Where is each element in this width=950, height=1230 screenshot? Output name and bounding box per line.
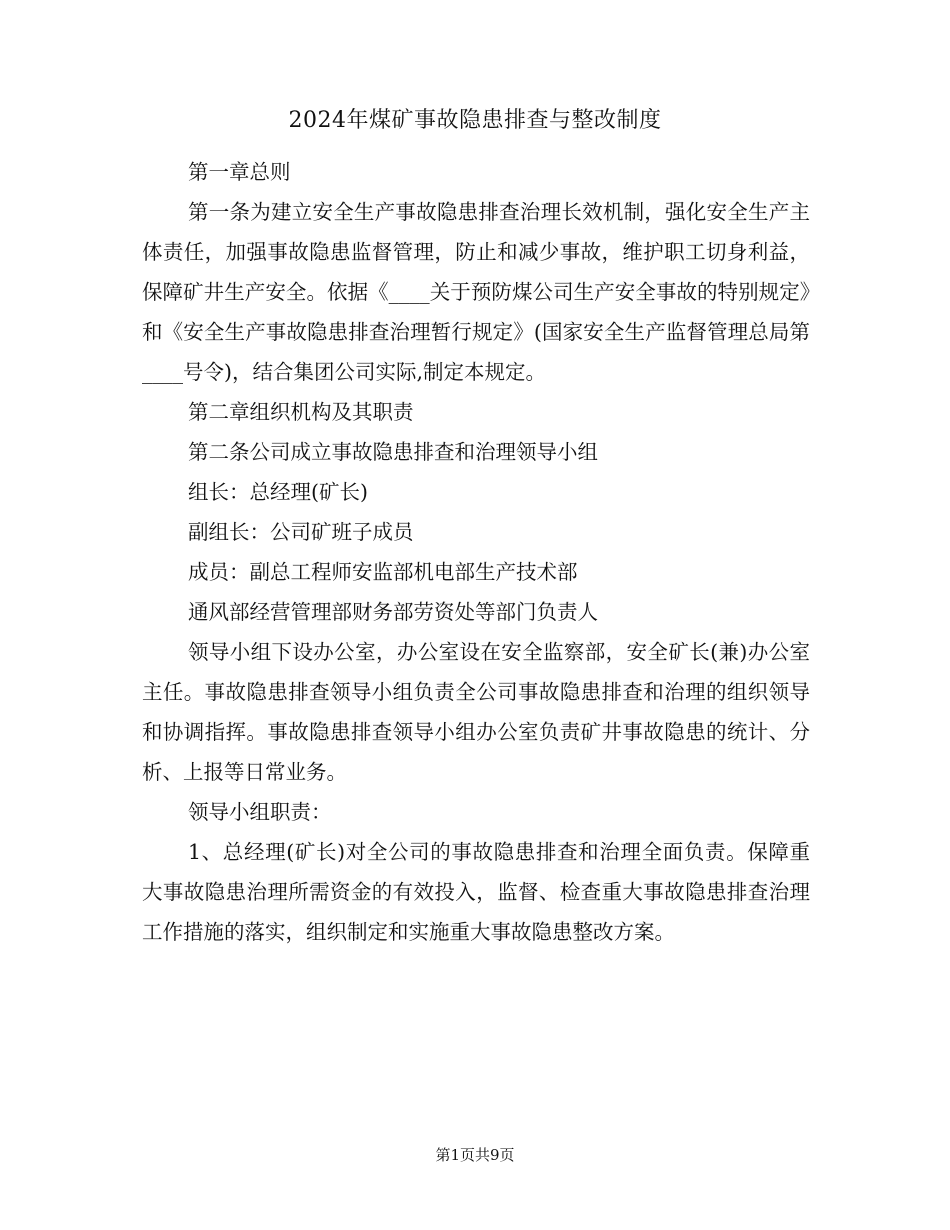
page-number-footer: 第1页共9页 bbox=[435, 1146, 515, 1164]
group-leader-line: 组长：总经理(矿长) bbox=[188, 480, 368, 504]
deputy-leader-line: 副组长：公司矿班子成员 bbox=[188, 520, 414, 544]
document-title: 2024年煤矿事故隐患排查与整改制度 bbox=[288, 108, 662, 133]
duty-item-1: 1、总经理(矿长)对全公司的事故隐患排查和治理全面负责。保障重大事故隐患治理所需资金的有效投入，监督、检查重大事故隐患排查治理工作措施的落实，组织制定和实施重大事故隐患整改方案。 bbox=[142, 840, 810, 944]
chapter-heading-1: 第一章总则 bbox=[188, 160, 291, 184]
members-line: 成员：副总工程师安监部机电部生产技术部 bbox=[188, 560, 578, 584]
article-2-paragraph: 第二条公司成立事故隐患排查和治理领导小组 bbox=[188, 440, 598, 464]
chapter-heading-2: 第二章组织机构及其职责 bbox=[188, 400, 414, 424]
article-1-paragraph: 第一条为建立安全生产事故隐患排查治理长效机制，强化安全生产主体责任，加强事故隐患监督管理，防止和减少事故，维护职工切身利益，保障矿井生产安全。依据《____关于预防煤公司生产安全事故的特别规定》和《安全生产事故隐患排查治理暂行规定》(国家安全生产监督管理总局第____号令)，结合集团公司实际,制定本规定。 bbox=[142, 200, 810, 384]
document-body bbox=[142, 152, 810, 952]
office-paragraph: 领导小组下设办公室，办公室设在安全监察部，安全矿长(兼)办公室主任。事故隐患排查领导小组负责全公司事故隐患排查和治理的组织领导和协调指挥。事故隐患排查领导小组办公室负责矿井事故隐患的统计、分析、上报等日常业务。 bbox=[142, 640, 810, 784]
duties-heading: 领导小组职责： bbox=[188, 800, 332, 824]
members-continued-line: 通风部经营管理部财务部劳资处等部门负责人 bbox=[188, 600, 598, 624]
